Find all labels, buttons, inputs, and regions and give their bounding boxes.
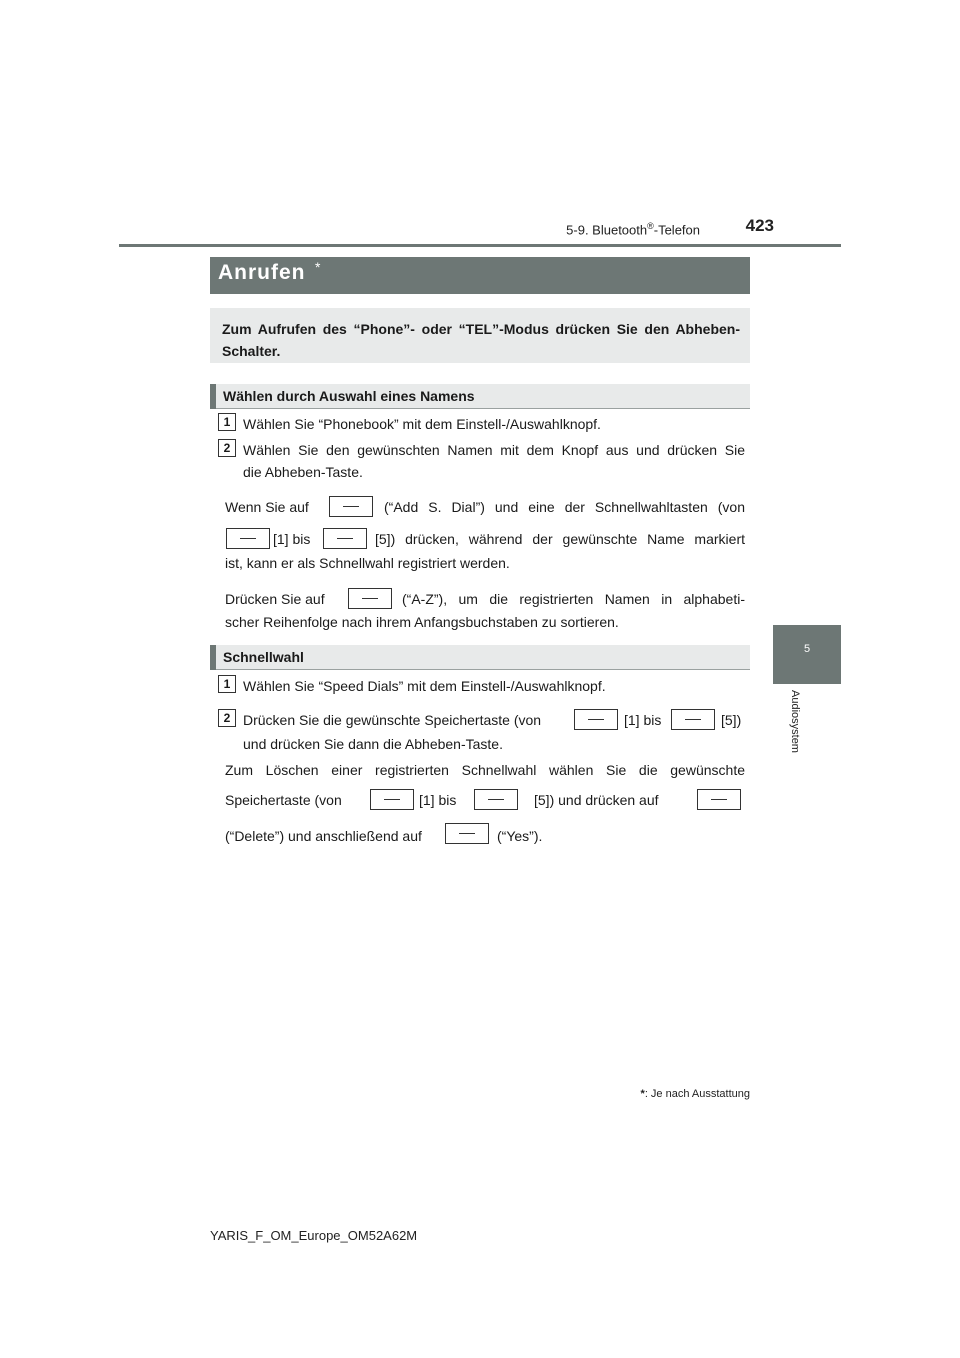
chapter-label [787, 690, 807, 770]
note-text: [1] bis [273, 531, 311, 547]
step-number: 1 [218, 413, 236, 431]
section-heading-text: Schnellwahl [223, 649, 304, 665]
section-prefix: 5-9. Bluetooth [566, 222, 648, 238]
footnote [540, 1088, 750, 1100]
step-text: Wählen Sie “Phonebook” mit dem Einstell-/Auswahlknopf. [243, 416, 601, 432]
note-text: (“A-Z”), um die registrierten Namen in alphabeti- [402, 591, 745, 607]
section-suffix: -Telefon [653, 222, 700, 238]
note-text: [5]) und drücken auf [534, 792, 659, 808]
step-number: 2 [218, 439, 236, 457]
note-text: (“Yes”). [497, 828, 543, 844]
speed-dial-5-button [323, 528, 367, 549]
heading-bar [210, 645, 216, 670]
speed-dial-1-button [226, 528, 270, 549]
section-heading [210, 384, 750, 409]
heading-bar [210, 384, 216, 409]
step-text-cont: die Abheben-Taste. [243, 464, 363, 480]
section-label [520, 221, 700, 237]
step-number: 1 [218, 675, 236, 693]
step-text: [1] bis [624, 712, 662, 728]
note-text: [5]) drücken, während der gewünschte Name markiert [375, 531, 745, 547]
document-code: YARIS_F_OM_Europe_OM52A62M [210, 1228, 418, 1243]
speed-dial-5-button [671, 709, 715, 730]
page-number: 423 [745, 216, 774, 235]
note-text: Zum Löschen einer registrierten Schnellwahl wählen Sie die gewünschte [225, 762, 745, 778]
header-divider [119, 244, 841, 247]
note-text: Speichertaste (von [225, 792, 342, 808]
step-text: Wählen Sie den gewünschten Namen mit dem Knopf aus und drücken Sie [243, 442, 745, 458]
step-number: 2 [218, 709, 236, 727]
a-z-button [348, 588, 392, 609]
step-text: [5]) [721, 712, 742, 728]
chapter-number: 5 [803, 643, 811, 655]
page-title: Anrufen [218, 261, 306, 284]
chapter-label-text: Audiosystem [789, 690, 801, 753]
speed-dial-5-button [474, 789, 518, 810]
note-text: Drücken Sie auf [225, 591, 325, 607]
note-text: scher Reihenfolge nach ihrem Anfangsbuchstaben zu sortieren. [225, 614, 619, 630]
speed-dial-1-button [574, 709, 618, 730]
step-text: Drücken Sie die gewünschte Speichertaste (von [243, 712, 542, 728]
chapter-tab [773, 625, 841, 684]
add-speed-dial-button [329, 496, 373, 517]
title-bar [210, 257, 750, 294]
footnote-text: : Je nach Ausstattung [644, 1088, 750, 1100]
step-text-cont: und drücken Sie dann die Abheben-Taste. [243, 736, 503, 752]
registered-mark: ® [647, 221, 654, 231]
section-heading-text: Wählen durch Auswahl eines Namens [223, 388, 475, 404]
asterisk-icon: * [315, 259, 321, 275]
delete-button [697, 789, 741, 810]
asterisk-icon: * [640, 1088, 645, 1100]
speed-dial-1-button [370, 789, 414, 810]
note-text: Wenn Sie auf [225, 499, 309, 515]
intro-text: Zum Aufrufen des “Phone”- oder “TEL”-Modus drücken Sie den Abheben-Schalter. [222, 321, 740, 359]
intro-box [210, 308, 750, 363]
yes-button [445, 823, 489, 844]
note-text: ist, kann er als Schnellwahl registriert werden. [225, 555, 510, 571]
note-text: [1] bis [419, 792, 457, 808]
section-heading [210, 645, 750, 670]
note-text: (“Delete”) und anschließend auf [225, 828, 422, 844]
step-text: Wählen Sie “Speed Dials” mit dem Einstell-/Auswahlknopf. [243, 678, 606, 694]
note-text: (“Add S. Dial”) und eine der Schnellwahltasten (von [384, 499, 745, 515]
